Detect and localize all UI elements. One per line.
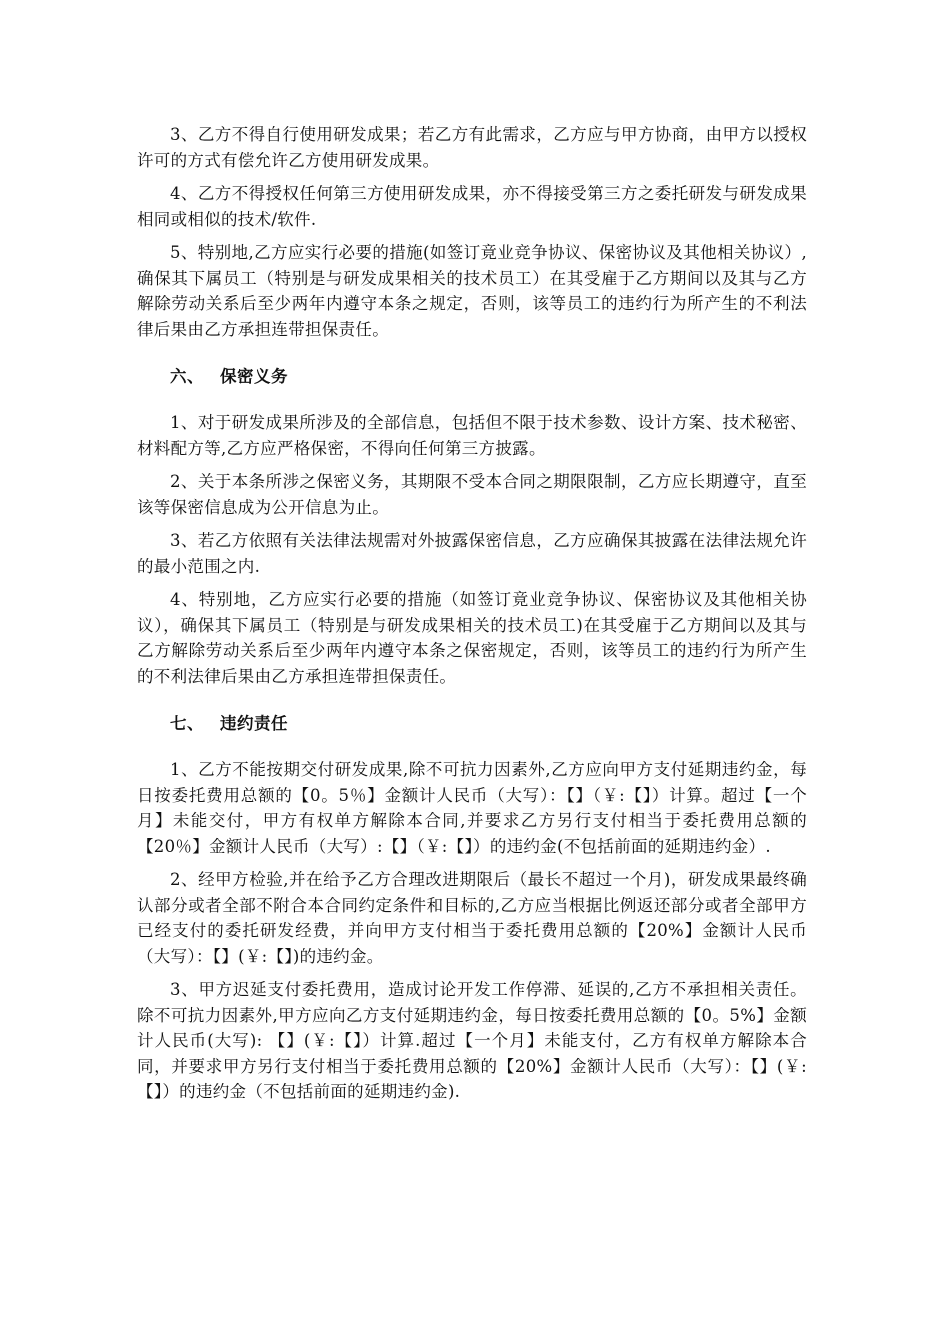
- section-heading-number: 七、: [170, 714, 204, 733]
- clause-paragraph: 2、经甲方检验,并在给予乙方合理改进期限后（最长不超过一个月)，研发成果最终确认部分或者全部不附合本合同约定条件和目标的,乙方应当根据比例返还部分或者全部甲方已经支付的委托研发经费，并向甲方支付相当于委托费用总额的【20%】金额计人民币（大写）：【】(￥:【】)的违约金。: [137, 870, 807, 966]
- clause-paragraph: 4、特别地，乙方应实行必要的措施（如签订竟业竞争协议、保密协议及其他相关协议），确保其下属员工（特别是与研发成果相关的技术员工)在其受雇于乙方期间以及其与乙方解除劳动关系后至少两年内遵守本条之保密规定，否则，该等员工的违约行为所产生的不利法律后果由乙方承担连带担保责任。: [137, 590, 807, 686]
- section-heading-number: 六、: [170, 367, 204, 386]
- clause-paragraph: 2、关于本条所涉之保密义务，其期限不受本合同之期限限制，乙方应长期遵守，直至该等保密信息成为公开信息为止。: [137, 472, 807, 517]
- section-breach-liability: [137, 711, 807, 1105]
- section-heading-text: 保密义务: [220, 367, 288, 386]
- clause-paragraph: 3、乙方不得自行使用研发成果；若乙方有此需求，乙方应与甲方协商，由甲方以授权许可的方式有偿允许乙方使用研发成果。: [137, 125, 807, 170]
- clause-paragraph: 3、甲方迟延支付委托费用，造成讨论开发工作停滞、延误的,乙方不承担相关责任。除不可抗力因素外,甲方应向乙方支付延期违约金，每日按委托费用总额的【0。5%】金额计人民币(大写): 【】(￥:【】）计算.超过【一个月】未能支付，乙方有权单方解除本合同，并要求甲方另行支付相当于委托费用总额的【20%】金额计人民币（大写）：【】(￥:【】）的违约金（不包括前面的延期违约金).: [137, 980, 807, 1101]
- clause-paragraph: 5、特别地,乙方应实行必要的措施(如签订竟业竞争协议、保密协议及其他相关协议）,确保其下属员工（特别是与研发成果相关的技术员工）在其受雇于乙方期间以及其与乙方解除劳动关系后至少两年内遵守本条之规定，否则，该等员工的违约行为所产生的不利法律后果由乙方承担连带担保责任。: [137, 243, 807, 339]
- section-heading: [137, 711, 807, 737]
- clause-paragraph: 1、乙方不能按期交付研发成果,除不可抗力因素外,乙方应向甲方支付延期违约金，每日按委托费用总额的【0。5％】金额计人民币（大写）：【】（￥:【】）计算。超过【一个月】未能交付，甲方有权单方解除本合同,并要求乙方另行支付相当于委托费用总额的【20％】金额计人民币（大写）:【】（￥:【】）的违约金(不包括前面的延期违约金）.: [137, 760, 807, 856]
- clause-paragraph: 4、乙方不得授权任何第三方使用研发成果，亦不得接受第三方之委托研发与研发成果相同或相似的技术/软件.: [137, 184, 807, 229]
- clause-paragraph: 1、对于研发成果所涉及的全部信息，包括但不限于技术参数、设计方案、技术秘密、材料配方等,乙方应严格保密，不得向任何第三方披露。: [137, 413, 807, 458]
- section-heading: [137, 364, 807, 390]
- clause-paragraph: 3、若乙方依照有关法律法规需对外披露保密信息，乙方应确保其披露在法律法规允许的最小范围之内.: [137, 531, 807, 576]
- section-intellectual-property-tail: [137, 122, 807, 342]
- section-confidentiality: [137, 364, 807, 689]
- document-page: [137, 122, 807, 1113]
- section-heading-text: 违约责任: [220, 714, 288, 733]
